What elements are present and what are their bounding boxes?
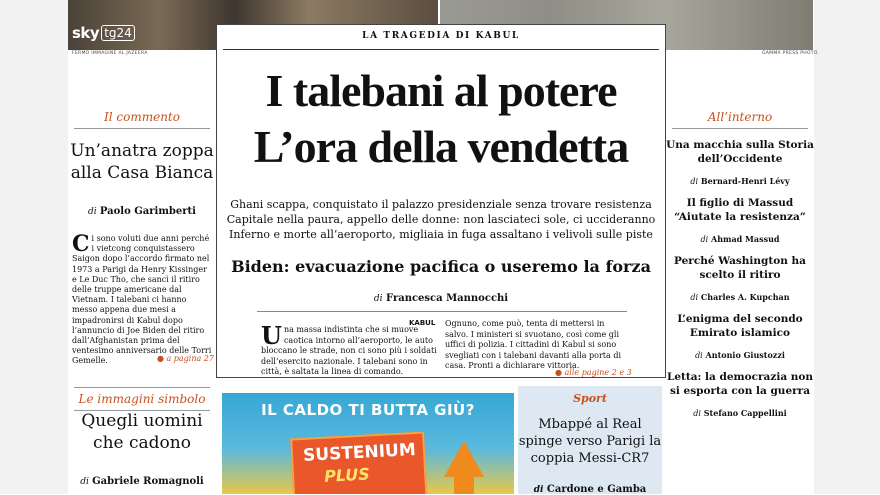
kicker-divider [223, 49, 659, 50]
commento-body [72, 231, 212, 367]
immagini-byline [68, 476, 216, 487]
subheadline [217, 197, 665, 242]
item-byline [666, 234, 814, 244]
subhead-line-1: Ghani scappa, conquistato il palazzo presidenziale senza trovare resistenza [230, 198, 652, 211]
section-head-interno: All’interno [707, 110, 773, 124]
commento-section [68, 110, 216, 133]
item-byline [666, 408, 814, 418]
arrow-up-icon [444, 441, 484, 477]
divider [257, 311, 627, 312]
sport-title[interactable]: Mbappé al Real spinge verso Parigi la coppia Messi-CR7 [518, 417, 662, 466]
item-title: Una macchia sulla Storia dell’Occidente [666, 139, 814, 165]
ad-brand: SUSTENIUM [302, 440, 417, 466]
list-item[interactable] [666, 312, 814, 360]
arrow-stem [454, 475, 474, 494]
item-author: Charles A. Kupchan [700, 292, 790, 302]
ad-headline: IL CALDO TI BUTTA GIÙ? [261, 401, 475, 419]
biden-headline[interactable]: Biden: evacuazione pacifica o useremo la forza [231, 257, 651, 276]
item-title: Letta: la democrazia non si esporta con la guerra [666, 371, 814, 397]
item-byline [666, 350, 814, 360]
divider [74, 128, 210, 129]
item-title: Perché Washington ha scelto il ritiro [674, 255, 806, 281]
skytg24-logo [72, 23, 135, 43]
logo-sky: sky [72, 24, 100, 42]
byline-di: di [373, 294, 383, 304]
story-page-ref[interactable]: ● alle pagine 2 e 3 [555, 368, 632, 377]
logo-tg24: tg24 [101, 25, 135, 41]
dropcap: C [72, 231, 90, 257]
lead-author: Francesca Mannocchi [386, 293, 509, 304]
right-margin [814, 0, 880, 494]
section-head-immagini: Le immagini simbolo [78, 392, 206, 406]
advertisement[interactable] [222, 393, 514, 494]
subhead-line-3: Inferno e morte all’aeroporto, migliaia in fuga assaltano i velivoli sulle piste [229, 228, 653, 241]
immagini-title[interactable]: Quegli uomini che cadono [81, 411, 203, 453]
photo-credit-right: GAMMA PRESS PHOTO [762, 51, 818, 56]
item-title: Il figlio di Massud “Aiutate la resistenza” [674, 197, 806, 223]
left-margin [0, 0, 68, 494]
lead-story-box [216, 24, 666, 378]
list-item[interactable] [666, 138, 814, 186]
commento-page-ref[interactable]: ● a pagina 27 [156, 354, 214, 363]
commento-author: Paolo Garimberti [99, 206, 196, 217]
list-item[interactable] [666, 254, 814, 302]
item-byline [666, 176, 814, 186]
ad-brand-sub: PLUS [323, 464, 371, 486]
item-author: Bernard-Henri Lévy [700, 176, 790, 186]
byline-di: di [700, 235, 709, 244]
commento-title[interactable]: Un’anatra zoppa alla Casa Bianca [70, 141, 214, 183]
commento-text: i sono voluti due anni perché i vietcong conquistassero Saigon dopo l’accordo firmato nel 1973 a Parigi da Henry Kissinger e Le Duc Tho, che sancì il ritiro delle truppe americane dal Vietnam. I talebani ci hanno messo appena due mesi a impadronirsi di Kabul dopo l’annuncio di Joe Biden del ritiro dall’Afghanistan prima del ventesimo anniversario delle Torri Gemelle. [72, 234, 212, 366]
list-item[interactable] [666, 196, 814, 244]
immagini-author: Gabriele Romagnoli [92, 476, 204, 487]
divider [672, 128, 808, 129]
item-byline [666, 292, 814, 302]
story-column-2: Ognuno, come può, tenta di mettersi in salvo. I ministeri si svuotano, così come gli uffici di polizia. I cittadini di Kabul si sono svegliati con i talebani davanti alla porta di casa. Pronti a dichiarare vittoria. [445, 319, 622, 370]
item-author: Stefano Cappellini [703, 408, 787, 418]
byline-di: di [690, 177, 699, 186]
item-title: L’enigma del secondo Emirato islamico [677, 313, 803, 339]
sport-byline [518, 484, 662, 495]
sport-authors: Cardone e Gamba [546, 484, 647, 495]
byline-di: di [80, 477, 89, 487]
lead-byline [217, 293, 665, 304]
interno-section [666, 110, 814, 133]
byline-di: di [695, 351, 703, 360]
interno-list [666, 138, 814, 428]
sport-box [518, 386, 662, 494]
photo-credit-left: FERMO IMMAGINE AL JAZEERA [72, 51, 148, 56]
kicker: LA TRAGEDIA DI KABUL [362, 31, 520, 41]
commento-byline [68, 206, 216, 217]
dateline-kabul: KABUL [409, 319, 436, 327]
byline-di: di [533, 485, 544, 495]
product-box [290, 432, 428, 494]
headline-line-2: L’ora della vendetta [253, 121, 629, 172]
subhead-line-2: Capitale nella paura, appello delle donne: non lasciateci sole, ci uccideranno [226, 213, 656, 226]
story-text-1: na massa indistinta che si muove caotica intorno all’aeroporto, le auto bloccano le strade, non ci sono più i soldati dell’esercito nazionale. I talebani sono in città, è saltata la linea di comando. [261, 325, 437, 376]
item-author: Ahmad Massud [710, 234, 780, 244]
headline[interactable] [217, 63, 665, 175]
section-head-commento: Il commento [104, 110, 180, 124]
list-item[interactable] [666, 370, 814, 418]
divider [74, 387, 210, 388]
byline-di: di [88, 207, 97, 217]
section-head-sport: Sport [573, 392, 607, 405]
dropcap: U [261, 321, 282, 350]
headline-line-1: I talebani al potere [265, 65, 617, 116]
byline-di: di [690, 293, 699, 302]
item-author: Antonio Giustozzi [705, 350, 785, 360]
byline-di: di [693, 409, 701, 418]
